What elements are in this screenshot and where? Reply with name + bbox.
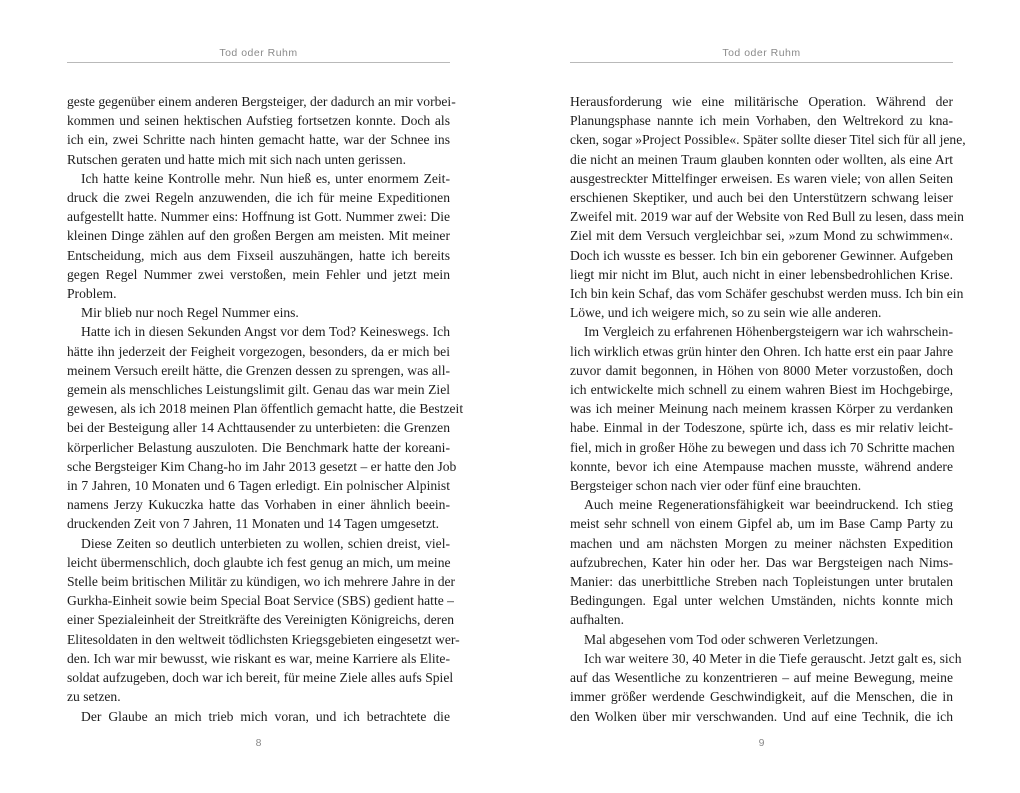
text-line: Hatte ich in diesen Sekunden Angst vor dem Tod? Keineswegs. Ich [81,324,450,340]
text-line: Ich hatte keine Kontrolle mehr. Nun hieß es, unter enormem Zeit- [81,170,450,186]
header-rule [67,62,450,63]
text-line: immer größer werdende Geschwindigkeit, auf die Menschen, die in [570,689,953,705]
text-line: was ich meiner Meinung nach meinem krassen Körper zu verdanken [570,401,953,417]
text-line: Planungsphase nannte ich mein Vorhaben, den Weltrekord zu kna- [570,113,953,129]
page-number: 8 [255,737,262,749]
text-line: meinem Versuch ereilt hätte, die Grenzen dessen zu sprengen, was all- [67,362,450,378]
text-line: hätte ihn jederzeit der Feigheit vorgezogen, besonders, da er mich bei [67,343,450,359]
text-line: gemein als menschliches Leistungslimit gilt. Genau das war mein Ziel [67,382,450,398]
text-line: körperlicher Belastung auszuloten. Die Benchmark hatte der koreani- [67,439,450,455]
text-line: Auch meine Regenerationsfähigkeit war beeindruckend. Ich stieg [584,497,953,513]
paragraph [67,707,450,726]
running-head: Tod oder Ruhm [722,47,801,59]
text-line: Herausforderung wie eine militärische Operation. Während der [570,94,953,109]
text-line: druck die zwei Regeln anzuwenden, die ich für meine Expeditionen [67,190,450,206]
text-line: leicht übermenschlich, doch glaubte ich fest genug an mich, um meine [67,554,451,570]
text-line: soldat aufzugeben, doch war ich bereit, für meine Ziele alles aufs Spiel [67,670,454,686]
paragraph [67,322,464,533]
text-line: aufhalten. [570,612,624,628]
text-line: aufgestellt hatte. Nummer eins: Hoffnung ist Gott. Nummer zwei: Die [67,209,450,225]
text-line: Manier: das unerbittliche Streben nach Topleistungen unter brutalen [570,574,953,590]
header-rule [570,62,953,63]
text-line: zu setzen. [67,689,121,705]
text-line: die nicht an meinen Traum glauben konnten oder wollten, als eine Art [570,151,953,167]
text-line: Elitesoldaten in den weltweit tödlichsten Kriegsgebieten eingesetzt wer- [67,631,460,647]
text-line: Doch ich wusste es besser. Ich bin ein geborener Gewinner. Aufgeben [570,247,953,263]
text-line: kleinen Dinge zählen auf den großen Bergen am meisten. Mit meiner [67,228,450,244]
text-line: Problem. [67,286,117,302]
text-line: Ich bin kein Schaf, das vom Schäfer geschubst werden muss. Ich bin ein [570,286,964,302]
text-line: ich ein, zwei Schritte nach hinten gemacht hatte, war der Schnee ins [67,132,450,148]
text-line: Entscheidung, mich aus dem Fixseil auszuhängen, hatte ich bereits [67,247,450,263]
text-line: Der Glaube an mich trieb mich voran, und ich betrachtete die [81,708,450,724]
text-line: kommen und seinen hektischen Aufstieg fortsetzen konnte. Doch als [67,113,450,129]
paragraph [570,495,953,629]
text-line: Löwe, und ich weigere mich, so zu sein wie alle anderen. [570,305,882,321]
text-line: Mir blieb nur noch Regel Nummer eins. [81,305,299,321]
text-line: aufzubrechen, Kater hin oder her. Das war Bergsteigen nach Nims- [570,554,953,570]
text-line: fiel, mich in großer Höhe zu bewegen und dass ich 70 Schritte machen [570,439,955,455]
text-line: gewesen, als ich 2018 meinen Plan öffentlich gemacht hatte, die Bestzeit [67,401,464,417]
text-line: den Wolken über mir verschwanden. Und auf eine Technik, die ich [570,708,953,724]
paragraph [570,322,953,495]
text-line: Stelle beim britischen Militär zu kündigen, wo ich mehrere Jahre in der [67,574,456,590]
text-line: Im Vergleich zu erfahrenen Höhenbergsteigern war ich wahrschein- [584,324,953,340]
text-line: machen und am nächsten Morgen zu meiner nächsten Expedition [570,535,953,551]
text-line: lich wirklich etwas grün hinter den Ohren. Ich hatte erst ein paar Jahre [570,343,954,359]
text-line: Bergsteiger schon nach vier oder fünf eine brauchten. [570,478,862,494]
text-line: Gurkha-Einheit sowie beim Special Boat Service (SBS) gedient hatte – [67,593,454,609]
text-line: cken, sogar »Project Possible«. Später sollte dieser Titel sich für all jene, [570,132,966,148]
text-line: druckenden Zeit von 7 Jahren, 11 Monaten und 14 Tagen umgesetzt. [67,516,440,532]
text-line: auf das Wesentliche zu konzentrieren – auf meine Bewegung, meine [570,670,953,686]
text-line: konnte, bevor ich eine Atempause machen musste, während andere [570,458,953,474]
text-line: bei der Besteigung aller 14 Achttausender zu unterbieten: die Grenzen [67,420,450,436]
paragraph [570,649,962,726]
text-line: gegen Regel Nummer zwei verstoßen, mein Fehler und jetzt mein [67,266,450,282]
page-number: 9 [758,737,765,749]
paragraph [67,303,450,322]
paragraph [67,92,456,169]
text-line: Rutschen geraten und hatte mich mit sich nach unten gerissen. [67,151,406,167]
text-line: Ich war weitere 30, 40 Meter in die Tiefe gerauscht. Jetzt galt es, sich [584,650,962,666]
page-body-text [67,92,464,726]
text-line: ausgestreckter Mittelfinger erweisen. Es waren viele; von allen Seiten [570,170,953,186]
text-line: erschienen Skeptiker, und auch bei den Unterstützern schwang leiser [570,190,953,206]
text-line: Zweifel mit. 2019 war auf der Website von Red Bull zu lesen, dass mein [570,209,964,225]
text-line: den. Ich war mir bewusst, wie riskant es war, meine Karriere als Elite- [67,650,450,666]
text-line: geste gegenüber einem anderen Bergsteiger, der dadurch an mir vorbei- [67,94,456,109]
text-line: meist sehr schnell von einem Gipfel ab, um im Base Camp Party zu [570,516,953,532]
right-page [570,0,966,793]
left-page [67,0,464,793]
paragraph [570,92,966,322]
text-line: zuvor damit begonnen, in Höhen von 8000 Meter vorzustoßen, doch [570,362,953,378]
paragraph [67,169,450,303]
text-line: ich entwickelte mich schnell zu einem wahren Biest im Hochgebirge, [570,382,953,398]
text-line: habe. Einmal in der Todeszone, spürte ich, dass es mir relativ leicht- [570,420,953,436]
text-line: Mal abgesehen vom Tod oder schweren Verletzungen. [584,631,879,647]
text-line: liegt mir nicht im Blut, auch nicht in einer lebensbedrohlichen Krise. [570,266,953,282]
text-line: in 7 Jahren, 10 Monaten und 6 Tagen erledigt. Ein polnischer Alpinist [67,478,450,494]
text-line: Bedingungen. Egal unter welchen Umständen, nichts konnte mich [570,593,953,609]
paragraph [570,630,953,649]
text-line: Ziel mit dem Versuch vergleichbar sei, »zum Mond zu schwimmen«. [570,228,953,244]
text-line: sche Bergsteiger Kim Chang-ho im Jahr 2013 gesetzt – er hatte den Job [67,458,457,474]
text-line: einer Spezialeinheit der Streitkräfte des Vereinigten Königreichs, deren [67,612,455,628]
paragraph [67,534,460,707]
page-body-text [570,92,966,726]
text-line: Diese Zeiten so deutlich unterbieten zu wollen, schien dreist, viel- [81,535,450,551]
text-line: namens Jerzy Kukuczka hatte das Vorhaben in einer ähnlich beein- [67,497,450,513]
running-head: Tod oder Ruhm [219,47,298,59]
